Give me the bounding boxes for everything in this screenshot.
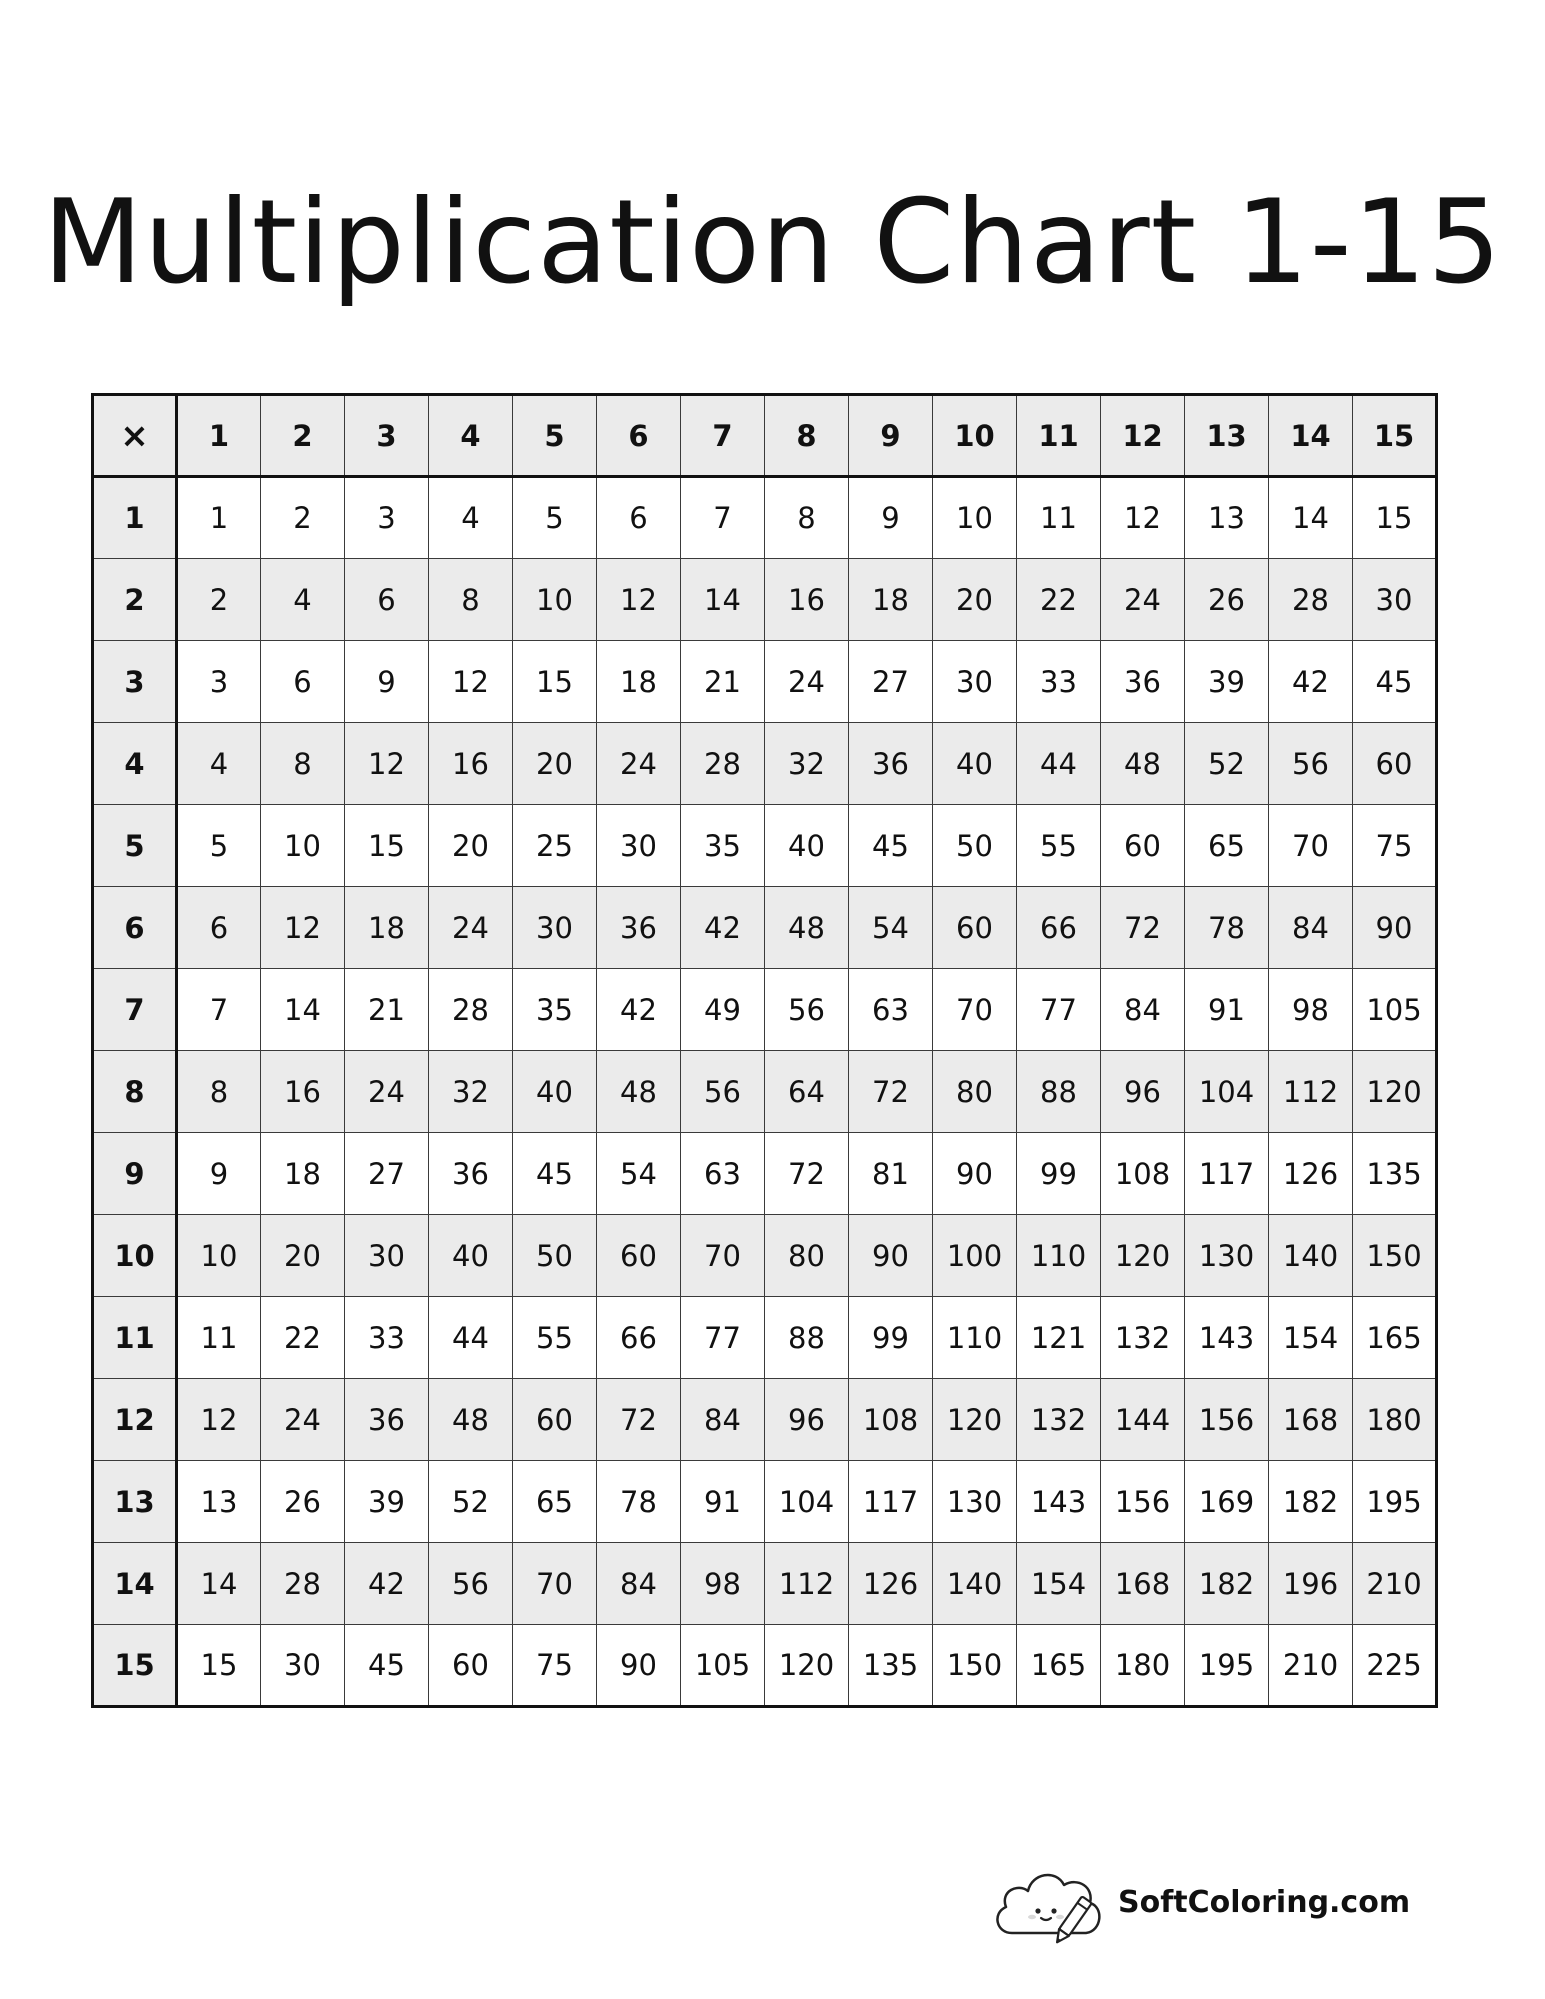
table-cell: 90 xyxy=(933,1133,1017,1215)
table-cell: 10 xyxy=(261,805,345,887)
table-cell: 12 xyxy=(261,887,345,969)
table-cell: 132 xyxy=(1017,1379,1101,1461)
table-cell: 12 xyxy=(177,1379,261,1461)
table-cell: 28 xyxy=(1269,559,1353,641)
row-header: 4 xyxy=(93,723,177,805)
brand-name: SoftColoring.com xyxy=(1118,1884,1411,1920)
table-cell: 110 xyxy=(1017,1215,1101,1297)
table-cell: 32 xyxy=(765,723,849,805)
table-cell: 33 xyxy=(345,1297,429,1379)
table-cell: 99 xyxy=(849,1297,933,1379)
table-cell: 13 xyxy=(1185,477,1269,559)
table-cell: 26 xyxy=(1185,559,1269,641)
table-cell: 27 xyxy=(345,1133,429,1215)
table-cell: 168 xyxy=(1269,1379,1353,1461)
table-cell: 15 xyxy=(1353,477,1437,559)
table-cell: 91 xyxy=(681,1461,765,1543)
table-cell: 42 xyxy=(681,887,765,969)
table-cell: 35 xyxy=(513,969,597,1051)
table-cell: 182 xyxy=(1185,1543,1269,1625)
table-cell: 150 xyxy=(933,1625,1017,1707)
table-cell: 36 xyxy=(597,887,681,969)
table-cell: 9 xyxy=(345,641,429,723)
table-cell: 20 xyxy=(261,1215,345,1297)
table-cell: 84 xyxy=(597,1543,681,1625)
table-cell: 49 xyxy=(681,969,765,1051)
table-cell: 56 xyxy=(429,1543,513,1625)
table-cell: 56 xyxy=(681,1051,765,1133)
table-cell: 180 xyxy=(1353,1379,1437,1461)
table-cell: 20 xyxy=(429,805,513,887)
table-cell: 3 xyxy=(177,641,261,723)
table-cell: 150 xyxy=(1353,1215,1437,1297)
table-cell: 25 xyxy=(513,805,597,887)
table-cell: 45 xyxy=(345,1625,429,1707)
table-row xyxy=(93,1543,1437,1625)
brand-footer xyxy=(990,1850,1410,1960)
table-cell: 22 xyxy=(261,1297,345,1379)
table-cell: 1 xyxy=(177,477,261,559)
table-cell: 112 xyxy=(1269,1051,1353,1133)
table-cell: 65 xyxy=(513,1461,597,1543)
table-cell: 130 xyxy=(1185,1215,1269,1297)
table-cell: 54 xyxy=(597,1133,681,1215)
table-cell: 75 xyxy=(513,1625,597,1707)
column-header: 3 xyxy=(345,395,429,477)
row-header: 3 xyxy=(93,641,177,723)
table-cell: 9 xyxy=(177,1133,261,1215)
multiplication-table xyxy=(91,393,1438,1708)
table-cell: 3 xyxy=(345,477,429,559)
table-cell: 81 xyxy=(849,1133,933,1215)
table-cell: 7 xyxy=(681,477,765,559)
table-cell: 24 xyxy=(429,887,513,969)
table-cell: 144 xyxy=(1101,1379,1185,1461)
column-header: 10 xyxy=(933,395,1017,477)
table-cell: 132 xyxy=(1101,1297,1185,1379)
table-cell: 30 xyxy=(1353,559,1437,641)
row-header: 7 xyxy=(93,969,177,1051)
table-cell: 54 xyxy=(849,887,933,969)
table-cell: 91 xyxy=(1185,969,1269,1051)
table-cell: 117 xyxy=(849,1461,933,1543)
row-header: 6 xyxy=(93,887,177,969)
table-cell: 195 xyxy=(1185,1625,1269,1707)
table-cell: 7 xyxy=(177,969,261,1051)
table-cell: 72 xyxy=(849,1051,933,1133)
table-cell: 180 xyxy=(1101,1625,1185,1707)
table-row xyxy=(93,1133,1437,1215)
table-cell: 210 xyxy=(1269,1625,1353,1707)
table-cell: 66 xyxy=(597,1297,681,1379)
table-cell: 126 xyxy=(1269,1133,1353,1215)
table-cell: 2 xyxy=(177,559,261,641)
table-cell: 165 xyxy=(1017,1625,1101,1707)
table-cell: 130 xyxy=(933,1461,1017,1543)
table-cell: 63 xyxy=(681,1133,765,1215)
table-cell: 42 xyxy=(345,1543,429,1625)
table-cell: 40 xyxy=(429,1215,513,1297)
table-cell: 104 xyxy=(765,1461,849,1543)
multiply-sign-icon: × xyxy=(93,395,177,477)
table-cell: 24 xyxy=(765,641,849,723)
table-cell: 100 xyxy=(933,1215,1017,1297)
table-cell: 6 xyxy=(597,477,681,559)
table-cell: 9 xyxy=(849,477,933,559)
table-cell: 24 xyxy=(1101,559,1185,641)
table-cell: 12 xyxy=(597,559,681,641)
table-cell: 120 xyxy=(933,1379,1017,1461)
table-cell: 108 xyxy=(1101,1133,1185,1215)
table-cell: 140 xyxy=(933,1543,1017,1625)
table-cell: 4 xyxy=(261,559,345,641)
table-cell: 135 xyxy=(849,1625,933,1707)
table-cell: 168 xyxy=(1101,1543,1185,1625)
column-header: 15 xyxy=(1353,395,1437,477)
table-cell: 24 xyxy=(345,1051,429,1133)
table-cell: 14 xyxy=(681,559,765,641)
table-cell: 10 xyxy=(177,1215,261,1297)
table-cell: 5 xyxy=(177,805,261,887)
table-cell: 225 xyxy=(1353,1625,1437,1707)
table-cell: 143 xyxy=(1185,1297,1269,1379)
table-cell: 52 xyxy=(1185,723,1269,805)
row-header: 5 xyxy=(93,805,177,887)
table-cell: 33 xyxy=(1017,641,1101,723)
table-cell: 6 xyxy=(345,559,429,641)
table-row xyxy=(93,1625,1437,1707)
table-cell: 42 xyxy=(597,969,681,1051)
table-cell: 28 xyxy=(429,969,513,1051)
table-cell: 4 xyxy=(429,477,513,559)
table-cell: 140 xyxy=(1269,1215,1353,1297)
table-cell: 120 xyxy=(1353,1051,1437,1133)
table-cell: 88 xyxy=(765,1297,849,1379)
table-cell: 70 xyxy=(933,969,1017,1051)
table-cell: 72 xyxy=(765,1133,849,1215)
table-cell: 8 xyxy=(765,477,849,559)
table-cell: 2 xyxy=(261,477,345,559)
table-cell: 98 xyxy=(1269,969,1353,1051)
column-header: 4 xyxy=(429,395,513,477)
table-cell: 50 xyxy=(513,1215,597,1297)
table-cell: 8 xyxy=(429,559,513,641)
table-cell: 15 xyxy=(513,641,597,723)
table-cell: 182 xyxy=(1269,1461,1353,1543)
table-cell: 108 xyxy=(849,1379,933,1461)
table-cell: 39 xyxy=(345,1461,429,1543)
table-cell: 36 xyxy=(849,723,933,805)
table-cell: 35 xyxy=(681,805,765,887)
table-cell: 13 xyxy=(177,1461,261,1543)
table-cell: 110 xyxy=(933,1297,1017,1379)
table-cell: 5 xyxy=(513,477,597,559)
table-cell: 165 xyxy=(1353,1297,1437,1379)
header-row xyxy=(93,395,1437,477)
table-cell: 40 xyxy=(765,805,849,887)
table-row xyxy=(93,1051,1437,1133)
table-cell: 84 xyxy=(1269,887,1353,969)
table-cell: 8 xyxy=(177,1051,261,1133)
table-cell: 99 xyxy=(1017,1133,1101,1215)
table-cell: 42 xyxy=(1269,641,1353,723)
table-cell: 90 xyxy=(1353,887,1437,969)
row-header: 14 xyxy=(93,1543,177,1625)
table-cell: 16 xyxy=(765,559,849,641)
row-header: 2 xyxy=(93,559,177,641)
column-header: 7 xyxy=(681,395,765,477)
table-cell: 88 xyxy=(1017,1051,1101,1133)
table-cell: 156 xyxy=(1101,1461,1185,1543)
table-cell: 70 xyxy=(1269,805,1353,887)
table-cell: 18 xyxy=(597,641,681,723)
table-row xyxy=(93,477,1437,559)
table-cell: 14 xyxy=(261,969,345,1051)
table-cell: 121 xyxy=(1017,1297,1101,1379)
table-cell: 11 xyxy=(177,1297,261,1379)
table-cell: 60 xyxy=(429,1625,513,1707)
table-row xyxy=(93,805,1437,887)
table-cell: 196 xyxy=(1269,1543,1353,1625)
column-header: 2 xyxy=(261,395,345,477)
table-cell: 21 xyxy=(681,641,765,723)
table-cell: 30 xyxy=(345,1215,429,1297)
column-header: 9 xyxy=(849,395,933,477)
table-cell: 72 xyxy=(597,1379,681,1461)
table-cell: 98 xyxy=(681,1543,765,1625)
table-cell: 120 xyxy=(765,1625,849,1707)
table-cell: 20 xyxy=(513,723,597,805)
column-header: 13 xyxy=(1185,395,1269,477)
table-cell: 30 xyxy=(597,805,681,887)
table-cell: 90 xyxy=(597,1625,681,1707)
table-cell: 60 xyxy=(933,887,1017,969)
table-cell: 80 xyxy=(933,1051,1017,1133)
table-cell: 63 xyxy=(849,969,933,1051)
table-cell: 60 xyxy=(1101,805,1185,887)
table-row xyxy=(93,887,1437,969)
table-cell: 20 xyxy=(933,559,1017,641)
table-cell: 48 xyxy=(597,1051,681,1133)
table-cell: 27 xyxy=(849,641,933,723)
table-cell: 16 xyxy=(429,723,513,805)
table-cell: 154 xyxy=(1269,1297,1353,1379)
table-cell: 36 xyxy=(429,1133,513,1215)
table-cell: 195 xyxy=(1353,1461,1437,1543)
table-cell: 84 xyxy=(681,1379,765,1461)
table-cell: 52 xyxy=(429,1461,513,1543)
table-cell: 64 xyxy=(765,1051,849,1133)
table-cell: 55 xyxy=(1017,805,1101,887)
table-cell: 96 xyxy=(765,1379,849,1461)
table-row xyxy=(93,1379,1437,1461)
table-cell: 96 xyxy=(1101,1051,1185,1133)
table-cell: 143 xyxy=(1017,1461,1101,1543)
table-cell: 24 xyxy=(597,723,681,805)
table-cell: 21 xyxy=(345,969,429,1051)
table-cell: 210 xyxy=(1353,1543,1437,1625)
table-cell: 36 xyxy=(1101,641,1185,723)
row-header: 11 xyxy=(93,1297,177,1379)
table-cell: 44 xyxy=(429,1297,513,1379)
table-cell: 22 xyxy=(1017,559,1101,641)
table-cell: 48 xyxy=(1101,723,1185,805)
table-cell: 28 xyxy=(681,723,765,805)
table-cell: 78 xyxy=(597,1461,681,1543)
table-cell: 40 xyxy=(933,723,1017,805)
table-cell: 14 xyxy=(1269,477,1353,559)
table-cell: 12 xyxy=(429,641,513,723)
table-cell: 72 xyxy=(1101,887,1185,969)
table-cell: 45 xyxy=(513,1133,597,1215)
column-header: 8 xyxy=(765,395,849,477)
row-header: 12 xyxy=(93,1379,177,1461)
table-cell: 84 xyxy=(1101,969,1185,1051)
table-cell: 55 xyxy=(513,1297,597,1379)
row-header: 15 xyxy=(93,1625,177,1707)
table-cell: 18 xyxy=(849,559,933,641)
row-header: 1 xyxy=(93,477,177,559)
table-cell: 75 xyxy=(1353,805,1437,887)
table-cell: 15 xyxy=(345,805,429,887)
table-cell: 56 xyxy=(765,969,849,1051)
table-cell: 70 xyxy=(513,1543,597,1625)
row-header: 9 xyxy=(93,1133,177,1215)
table-cell: 45 xyxy=(1353,641,1437,723)
table-cell: 6 xyxy=(177,887,261,969)
table-cell: 6 xyxy=(261,641,345,723)
table-cell: 14 xyxy=(177,1543,261,1625)
table-cell: 45 xyxy=(849,805,933,887)
table-cell: 117 xyxy=(1185,1133,1269,1215)
table-cell: 11 xyxy=(1017,477,1101,559)
column-header: 12 xyxy=(1101,395,1185,477)
table-cell: 40 xyxy=(513,1051,597,1133)
table-cell: 50 xyxy=(933,805,1017,887)
table-cell: 169 xyxy=(1185,1461,1269,1543)
table-cell: 18 xyxy=(261,1133,345,1215)
column-header: 14 xyxy=(1269,395,1353,477)
table-row xyxy=(93,1461,1437,1543)
row-header: 10 xyxy=(93,1215,177,1297)
table-row xyxy=(93,641,1437,723)
table-cell: 16 xyxy=(261,1051,345,1133)
table-cell: 10 xyxy=(933,477,1017,559)
column-header: 5 xyxy=(513,395,597,477)
table-cell: 48 xyxy=(429,1379,513,1461)
row-header: 8 xyxy=(93,1051,177,1133)
table-cell: 66 xyxy=(1017,887,1101,969)
table-cell: 24 xyxy=(261,1379,345,1461)
column-header: 1 xyxy=(177,395,261,477)
table-row xyxy=(93,1297,1437,1379)
table-cell: 105 xyxy=(1353,969,1437,1051)
table-row xyxy=(93,723,1437,805)
table-cell: 65 xyxy=(1185,805,1269,887)
table-cell: 60 xyxy=(597,1215,681,1297)
table-cell: 30 xyxy=(261,1625,345,1707)
table-cell: 15 xyxy=(177,1625,261,1707)
table-cell: 105 xyxy=(681,1625,765,1707)
table-cell: 135 xyxy=(1353,1133,1437,1215)
table-cell: 48 xyxy=(765,887,849,969)
table-cell: 10 xyxy=(513,559,597,641)
row-header: 13 xyxy=(93,1461,177,1543)
table-cell: 112 xyxy=(765,1543,849,1625)
table-cell: 70 xyxy=(681,1215,765,1297)
table-cell: 120 xyxy=(1101,1215,1185,1297)
table-cell: 12 xyxy=(1101,477,1185,559)
table-cell: 32 xyxy=(429,1051,513,1133)
table-cell: 39 xyxy=(1185,641,1269,723)
table-row xyxy=(93,559,1437,641)
table-cell: 56 xyxy=(1269,723,1353,805)
table-cell: 30 xyxy=(513,887,597,969)
table-cell: 77 xyxy=(681,1297,765,1379)
column-header: 11 xyxy=(1017,395,1101,477)
table-cell: 126 xyxy=(849,1543,933,1625)
table-cell: 30 xyxy=(933,641,1017,723)
table-cell: 12 xyxy=(345,723,429,805)
table-cell: 60 xyxy=(513,1379,597,1461)
table-row xyxy=(93,1215,1437,1297)
table-cell: 104 xyxy=(1185,1051,1269,1133)
table-cell: 36 xyxy=(345,1379,429,1461)
table-cell: 8 xyxy=(261,723,345,805)
table-cell: 44 xyxy=(1017,723,1101,805)
table-cell: 90 xyxy=(849,1215,933,1297)
table-cell: 26 xyxy=(261,1461,345,1543)
table-cell: 78 xyxy=(1185,887,1269,969)
table-cell: 154 xyxy=(1017,1543,1101,1625)
page-title: Multiplication Chart 1-15 xyxy=(42,175,1503,310)
table-cell: 18 xyxy=(345,887,429,969)
table-cell: 4 xyxy=(177,723,261,805)
table-cell: 28 xyxy=(261,1543,345,1625)
column-header: 6 xyxy=(597,395,681,477)
table-cell: 60 xyxy=(1353,723,1437,805)
cloud-pencil-mascot-icon xyxy=(990,1855,1110,1955)
table-row xyxy=(93,969,1437,1051)
table-cell: 77 xyxy=(1017,969,1101,1051)
table-cell: 80 xyxy=(765,1215,849,1297)
table-cell: 156 xyxy=(1185,1379,1269,1461)
